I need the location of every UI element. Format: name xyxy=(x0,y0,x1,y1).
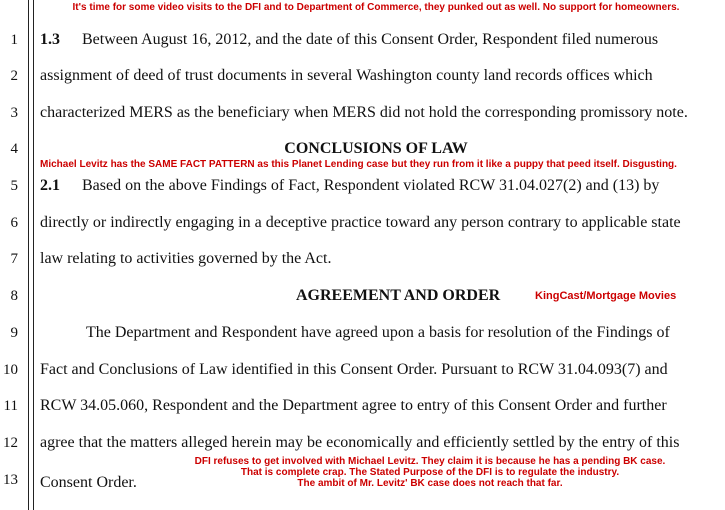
line-number: 11 xyxy=(3,398,18,414)
agreement-line-1: The Department and Respondent have agreed upon a basis for resolution of the Findings of xyxy=(86,324,670,341)
line-number: 5 xyxy=(10,178,18,194)
annotation-dfi-refuses xyxy=(150,456,710,489)
annotation-kingcast: KingCast/Mortgage Movies xyxy=(535,290,677,302)
annotation-line: The ambit of Mr. Levitz' BK case does not reach that far. xyxy=(297,478,563,489)
paragraph-2-1-line-1 xyxy=(40,177,659,195)
annotation-levitz-fact-pattern: Michael Levitz has the SAME FACT PATTERN as this Planet Lending case but they run from it like a puppy that peed itself. Disgusting. xyxy=(40,159,677,170)
line-number: 6 xyxy=(10,215,18,231)
line-number: 8 xyxy=(10,288,18,304)
line-number: 7 xyxy=(10,251,18,267)
paragraph-1-3-line-3: characterized MERS as the beneficiary when MERS did not hold the corresponding promissory note. xyxy=(40,104,688,121)
line-number: 10 xyxy=(3,362,18,378)
heading-conclusions-of-law: CONCLUSIONS OF LAW xyxy=(284,140,468,157)
paragraph-2-1-line-2: directly or indirectly engaging in a deceptive practice toward any person contrary to applicable state xyxy=(40,214,681,231)
annotation-line: That is complete crap. The Stated Purpose of the DFI is to regulate the industry. xyxy=(240,467,620,478)
line-number: 12 xyxy=(3,435,18,451)
margin-line-left xyxy=(28,0,29,510)
line-number: 3 xyxy=(10,105,18,121)
line-number: 4 xyxy=(10,141,18,157)
agreement-line-2: Fact and Conclusions of Law identified in this Consent Order. Pursuant to RCW 31.04.093(7) and xyxy=(40,361,668,378)
line-number: 1 xyxy=(10,32,18,48)
paragraph-1-3-line-1 xyxy=(40,31,658,49)
paragraph-text: Based on the above Findings of Fact, Respondent violated RCW 31.04.027(2) and (13) by xyxy=(82,177,660,194)
line-number: 2 xyxy=(10,68,18,84)
agreement-line-4: agree that the matters alleged herein may be economically and efficiently settled by the entry of this xyxy=(40,434,680,451)
paragraph-1-3-line-2: assignment of deed of trust documents in several Washington county land records offices which xyxy=(40,67,653,84)
annotation-line: DFI refuses to get involved with Michael Levitz. They claim it is because he has a pending BK case. xyxy=(194,456,666,467)
heading-agreement-and-order: AGREEMENT AND ORDER xyxy=(296,287,501,304)
section-number: 2.1 xyxy=(40,177,60,194)
annotation-top: It's time for some video visits to the DFI and to Department of Commerce, they punked out as well. No support for homeowners. xyxy=(72,2,680,13)
line-number: 13 xyxy=(3,472,18,488)
paragraph-text: Between August 16, 2012, and the date of this Consent Order, Respondent filed numerous xyxy=(82,31,659,48)
margin-line-right xyxy=(33,0,34,510)
agreement-line-5: Consent Order. xyxy=(40,474,137,491)
line-number: 9 xyxy=(10,325,18,341)
paragraph-2-1-line-3: law relating to activities governed by the Act. xyxy=(40,250,332,267)
section-number: 1.3 xyxy=(40,31,60,48)
agreement-line-3: RCW 34.05.060, Respondent and the Department agree to entry of this Consent Order and further xyxy=(40,397,667,414)
